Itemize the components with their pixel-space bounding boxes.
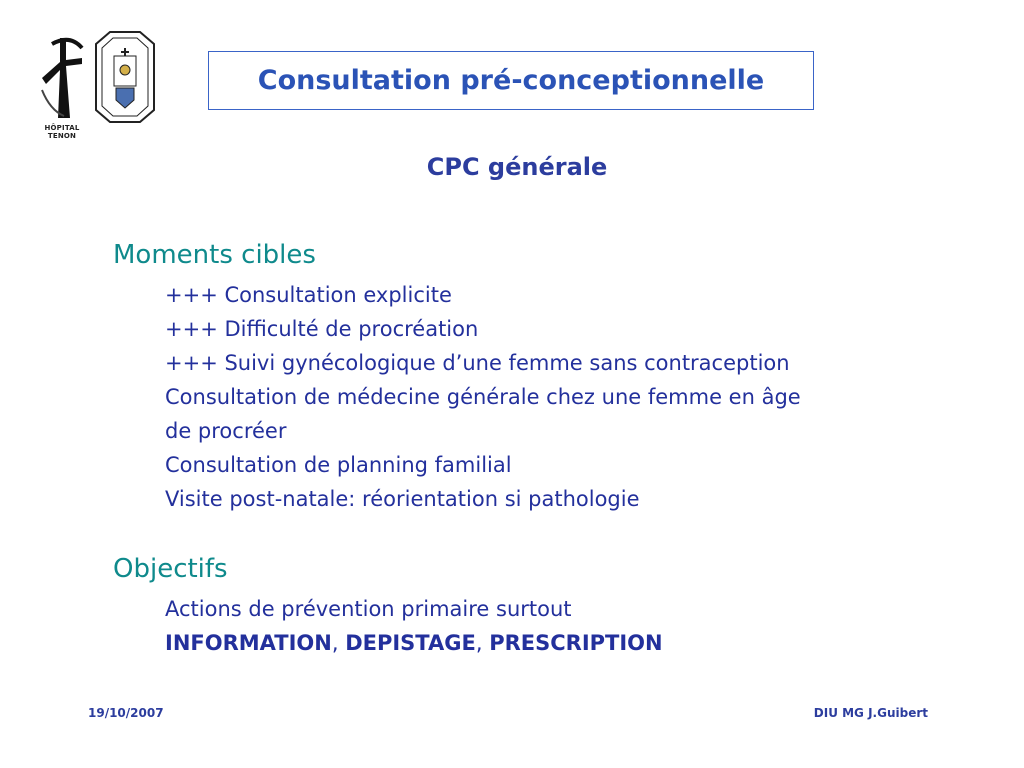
emphasis-line — [165, 626, 965, 660]
section-heading-moments: Moments cibles — [113, 240, 316, 270]
objectifs-list — [165, 592, 965, 660]
emphasis-information: INFORMATION — [165, 631, 332, 655]
moments-list — [165, 278, 965, 516]
emphasis-depistage: DEPISTAGE — [345, 631, 476, 655]
list-item: Consultation de planning familial — [165, 453, 512, 477]
emphasis-separator: , — [475, 631, 490, 655]
list-item: +++ Consultation explicite — [165, 283, 452, 307]
section-heading-objectifs: Objectifs — [113, 554, 228, 584]
list-item: +++ Difficulté de procréation — [165, 317, 479, 341]
footer-date: 19/10/2007 — [88, 706, 164, 720]
list-item: Actions de prévention primaire surtout — [165, 597, 572, 621]
subtitle: CPC générale — [426, 153, 608, 181]
title-box — [208, 51, 814, 110]
logo-caption: HÔPITAL TENON — [44, 124, 80, 140]
list-item: Visite post-natale: réorientation si pathologie — [165, 487, 640, 511]
list-item: de procréer — [165, 419, 287, 443]
footer-author: DIU MG J.Guibert — [813, 706, 928, 720]
list-item: +++ Suivi gynécologique d’une femme sans contraception — [165, 351, 790, 375]
emphasis-prescription: PRESCRIPTION — [489, 631, 663, 655]
emphasis-separator: , — [331, 631, 346, 655]
header-logos — [30, 30, 160, 140]
page-title: Consultation pré-conceptionnelle — [257, 65, 765, 96]
list-item: Consultation de médecine générale chez une femme en âge — [165, 385, 801, 409]
faculty-seal — [96, 32, 154, 122]
hopital-tenon-logo — [30, 30, 160, 124]
